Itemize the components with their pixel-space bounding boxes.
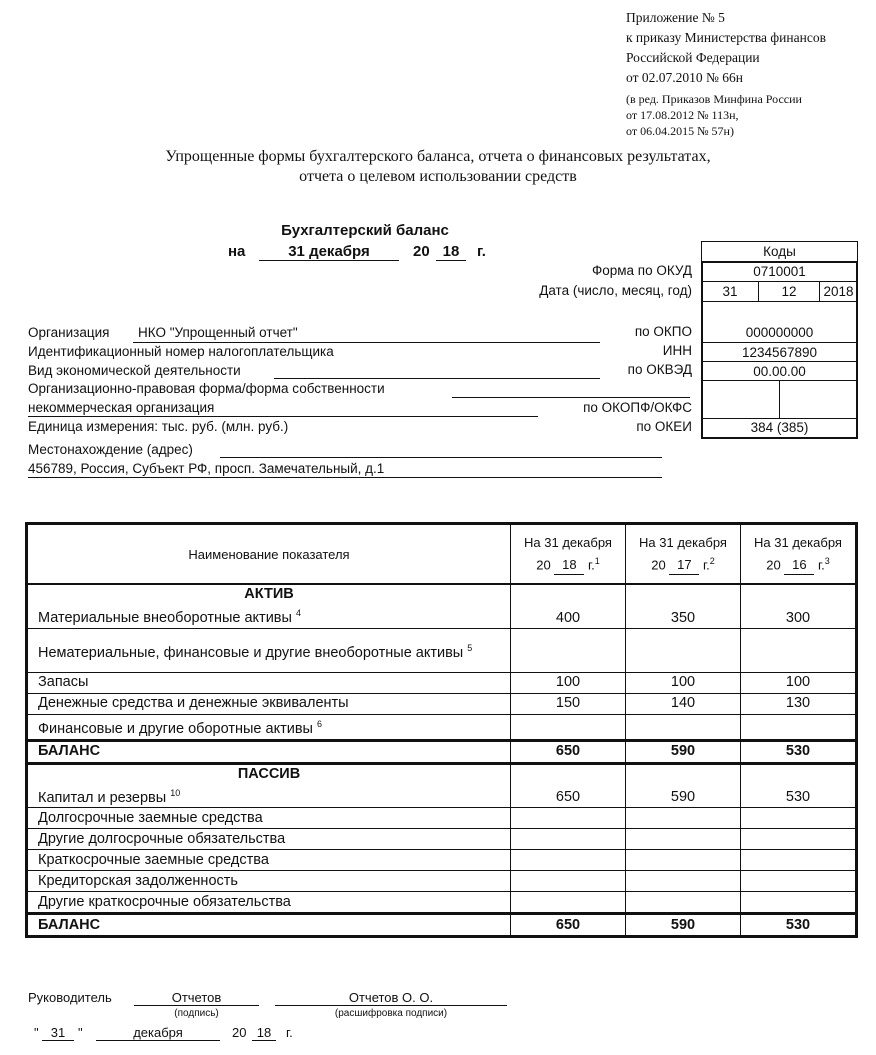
inn-label: Идентификационный номер налогоплательщика bbox=[28, 344, 334, 359]
legal-form-label: Организационно-правовая форма/форма собственности bbox=[28, 381, 385, 396]
address-underline bbox=[28, 477, 662, 478]
row-label: Нематериальные, финансовые и другие внеоборотные активы bbox=[38, 644, 464, 661]
row-label-cell bbox=[27, 850, 511, 871]
value-cell[interactable]: 590 bbox=[626, 740, 741, 763]
value-cell[interactable] bbox=[741, 850, 857, 871]
table-row bbox=[27, 584, 857, 628]
footnote-ref: 4 bbox=[295, 608, 301, 618]
document-title bbox=[0, 147, 876, 187]
value-cell[interactable] bbox=[626, 892, 741, 914]
value-cell[interactable] bbox=[626, 871, 741, 892]
okopf-code[interactable] bbox=[701, 380, 780, 419]
okei-label: по ОКЕИ bbox=[636, 419, 692, 434]
address-label: Местонахождение (адрес) bbox=[28, 442, 193, 457]
value-cell[interactable]: 100 bbox=[626, 672, 741, 693]
row-label-cell bbox=[27, 740, 511, 763]
legal-form-underline bbox=[452, 397, 690, 398]
header-year: 16 bbox=[784, 555, 814, 575]
value-cell[interactable]: 140 bbox=[626, 693, 741, 714]
row-label-cell bbox=[27, 808, 511, 829]
row-label: Денежные средства и денежные эквиваленты bbox=[38, 695, 349, 712]
table-row bbox=[27, 693, 857, 714]
signature-century: 20 bbox=[232, 1025, 247, 1040]
row-label: Другие долгосрочные обязательства bbox=[38, 830, 286, 847]
date-year-code[interactable]: 2018 bbox=[819, 281, 858, 302]
value-cell[interactable]: 530 bbox=[741, 740, 857, 763]
value-cell[interactable] bbox=[511, 829, 626, 850]
document-title-line: отчета о целевом использовании средств bbox=[299, 168, 577, 185]
column-header-line: На 31 декабря bbox=[639, 534, 727, 550]
column-header-2017 bbox=[626, 524, 741, 585]
header-g: г. bbox=[702, 557, 710, 573]
okud-code[interactable]: 0710001 bbox=[701, 261, 858, 282]
value-cell[interactable]: 300 bbox=[741, 584, 857, 628]
inn-code-label: ИНН bbox=[662, 343, 692, 358]
row-label: Финансовые и другие оборотные активы bbox=[38, 720, 313, 737]
value-cell[interactable]: 350 bbox=[626, 584, 741, 628]
edition-line: (в ред. Приказов Минфина России bbox=[626, 92, 802, 106]
row-label-cell bbox=[27, 871, 511, 892]
value-cell[interactable] bbox=[741, 871, 857, 892]
table-header-row bbox=[27, 524, 857, 585]
value-cell[interactable]: 530 bbox=[741, 763, 857, 808]
address-label-underline bbox=[220, 457, 662, 458]
value-cell[interactable] bbox=[511, 808, 626, 829]
header-g: г. bbox=[817, 557, 825, 573]
row-label: БАЛАНС bbox=[38, 916, 101, 933]
signature-month[interactable]: декабря bbox=[96, 1025, 220, 1041]
value-cell[interactable] bbox=[741, 892, 857, 914]
value-cell[interactable] bbox=[626, 714, 741, 740]
balance-date-year[interactable]: 18 bbox=[436, 243, 466, 261]
value-cell[interactable]: 400 bbox=[511, 584, 626, 628]
signature-g: г. bbox=[286, 1025, 293, 1040]
footnote-ref: 3 bbox=[824, 555, 830, 566]
date-quote-close: " bbox=[78, 1025, 83, 1040]
column-header-2016 bbox=[741, 524, 857, 585]
appendix-line: Приложение № 5 bbox=[626, 10, 725, 25]
column-header-line: На 31 декабря bbox=[524, 534, 612, 550]
activity-label: Вид экономической деятельности bbox=[28, 363, 241, 378]
unit-label: Единица измерения: тыс. руб. (млн. руб.) bbox=[28, 419, 289, 434]
header-year: 18 bbox=[554, 555, 584, 575]
footnote-ref: 5 bbox=[467, 642, 473, 653]
row-label: Краткосрочные заемные средства bbox=[38, 851, 269, 868]
row-label-cell bbox=[27, 693, 511, 714]
okpo-code[interactable]: 000000000 bbox=[701, 301, 858, 343]
appendix-line: к приказу Министерства финансов bbox=[626, 30, 826, 45]
table-row bbox=[27, 892, 857, 914]
row-label: БАЛАНС bbox=[38, 743, 101, 760]
org-label: Организация bbox=[28, 325, 110, 340]
okved-label: по ОКВЭД bbox=[627, 362, 692, 377]
row-label-cell bbox=[27, 829, 511, 850]
table-row bbox=[27, 829, 857, 850]
value-cell[interactable] bbox=[741, 808, 857, 829]
footnote-ref: 2 bbox=[709, 555, 715, 566]
row-label: Кредиторская задолженность bbox=[38, 872, 238, 889]
date-month-code[interactable]: 12 bbox=[758, 281, 820, 302]
legal-form-value[interactable]: некоммерческая организация bbox=[28, 400, 215, 415]
value-cell[interactable]: 590 bbox=[626, 763, 741, 808]
edition-line: от 06.04.2015 № 57н) bbox=[626, 124, 734, 138]
okei-code[interactable]: 384 (385) bbox=[701, 418, 858, 439]
column-header-line: На 31 декабря bbox=[754, 534, 842, 550]
value-cell[interactable] bbox=[626, 829, 741, 850]
appendix-note bbox=[626, 8, 826, 139]
balance-date-century: 20 bbox=[413, 243, 430, 260]
header-century: 20 bbox=[766, 557, 781, 573]
row-label-cell bbox=[27, 628, 511, 672]
row-label-cell bbox=[27, 914, 511, 937]
table-row bbox=[27, 628, 857, 672]
value-cell[interactable]: 530 bbox=[741, 914, 857, 937]
value-cell[interactable]: 590 bbox=[626, 914, 741, 937]
org-value[interactable]: НКО "Упрощенный отчет" bbox=[138, 325, 298, 340]
row-label: Материальные внеоборотные активы bbox=[38, 609, 292, 626]
date-day-code[interactable]: 31 bbox=[701, 281, 759, 302]
appendix-line: Российской Федерации bbox=[626, 50, 760, 65]
signature-name-field[interactable]: Отчетов О. О. bbox=[275, 990, 507, 1006]
codes-header: Коды bbox=[701, 241, 858, 262]
date-label: Дата (число, месяц, год) bbox=[539, 283, 692, 298]
value-cell[interactable] bbox=[511, 892, 626, 914]
section-title: АКТИВ bbox=[244, 586, 294, 602]
okud-label: Форма по ОКУД bbox=[591, 263, 692, 278]
value-cell[interactable] bbox=[511, 850, 626, 871]
activity-underline bbox=[274, 378, 600, 379]
value-cell[interactable]: 150 bbox=[511, 693, 626, 714]
balance-date-suffix: г. bbox=[477, 243, 486, 260]
balance-date-prefix: на bbox=[228, 243, 246, 260]
balance-title: Бухгалтерский баланс bbox=[281, 222, 449, 239]
legal-form-value-underline bbox=[28, 416, 538, 417]
footnote-ref: 6 bbox=[317, 718, 323, 729]
inn-code[interactable]: 1234567890 bbox=[701, 342, 858, 362]
document-title-line: Упрощенные формы бухгалтерского баланса, отчета о финансовых результатах, bbox=[165, 148, 711, 165]
address-value[interactable]: 456789, Россия, Субъект РФ, просп. Замечательный, д.1 bbox=[28, 461, 385, 476]
row-label-cell bbox=[27, 714, 511, 740]
table-row bbox=[27, 914, 857, 937]
table-row bbox=[27, 740, 857, 763]
table-row bbox=[27, 850, 857, 871]
value-cell[interactable]: 130 bbox=[741, 693, 857, 714]
header-year: 17 bbox=[669, 555, 699, 575]
signature-role: Руководитель bbox=[28, 990, 112, 1005]
row-label: Запасы bbox=[38, 674, 89, 691]
row-label-cell bbox=[27, 672, 511, 693]
signature-field[interactable]: Отчетов bbox=[134, 990, 259, 1006]
okopf-label: по ОКОПФ/ОКФС bbox=[583, 400, 692, 415]
okved-code[interactable]: 00.00.00 bbox=[701, 361, 858, 381]
value-cell[interactable]: 650 bbox=[511, 763, 626, 808]
header-g: г. bbox=[587, 557, 595, 573]
org-underline bbox=[133, 342, 600, 343]
header-century: 20 bbox=[536, 557, 551, 573]
value-cell[interactable] bbox=[741, 829, 857, 850]
balance-date-daymonth[interactable]: 31 декабря bbox=[259, 243, 399, 261]
section-title: ПАССИВ bbox=[237, 765, 301, 782]
edition-line: от 17.08.2012 № 113н, bbox=[626, 108, 739, 122]
table-row bbox=[27, 871, 857, 892]
appendix-line: от 02.07.2010 № 66н bbox=[626, 70, 743, 85]
row-label: Долгосрочные заемные средства bbox=[38, 809, 263, 826]
value-cell[interactable] bbox=[511, 714, 626, 740]
value-cell[interactable] bbox=[511, 628, 626, 672]
value-cell[interactable] bbox=[511, 871, 626, 892]
signature-year[interactable]: 18 bbox=[252, 1025, 276, 1041]
footnote-ref: 1 bbox=[594, 555, 600, 566]
table-row bbox=[27, 672, 857, 693]
value-cell[interactable]: 100 bbox=[511, 672, 626, 693]
okpo-label: по ОКПО bbox=[634, 324, 692, 339]
value-cell[interactable] bbox=[626, 628, 741, 672]
row-label: Капитал и резервы bbox=[38, 789, 167, 806]
name-column-header: Наименование показателя bbox=[27, 524, 511, 585]
value-cell[interactable]: 650 bbox=[511, 740, 626, 763]
table-row bbox=[27, 714, 857, 740]
row-label: Другие краткосрочные обязательства bbox=[38, 893, 291, 910]
value-cell[interactable]: 650 bbox=[511, 914, 626, 937]
date-quote-open: " bbox=[34, 1025, 39, 1040]
footnote-ref: 10 bbox=[170, 787, 181, 798]
row-label-cell bbox=[27, 763, 511, 808]
column-header-2018 bbox=[511, 524, 626, 585]
value-cell[interactable] bbox=[626, 850, 741, 871]
value-cell[interactable]: 100 bbox=[741, 672, 857, 693]
signature-day[interactable]: 31 bbox=[42, 1025, 74, 1041]
value-cell[interactable] bbox=[626, 808, 741, 829]
table-row bbox=[27, 763, 857, 808]
balance-table bbox=[25, 522, 858, 938]
value-cell[interactable] bbox=[741, 628, 857, 672]
value-cell[interactable] bbox=[741, 714, 857, 740]
okfs-code[interactable] bbox=[779, 380, 858, 419]
header-century: 20 bbox=[651, 557, 666, 573]
row-label-cell bbox=[27, 892, 511, 914]
row-label-cell bbox=[27, 584, 511, 628]
table-row bbox=[27, 808, 857, 829]
signature-caption: (подпись) bbox=[174, 1008, 219, 1019]
signature-name-caption: (расшифровка подписи) bbox=[334, 1008, 448, 1019]
